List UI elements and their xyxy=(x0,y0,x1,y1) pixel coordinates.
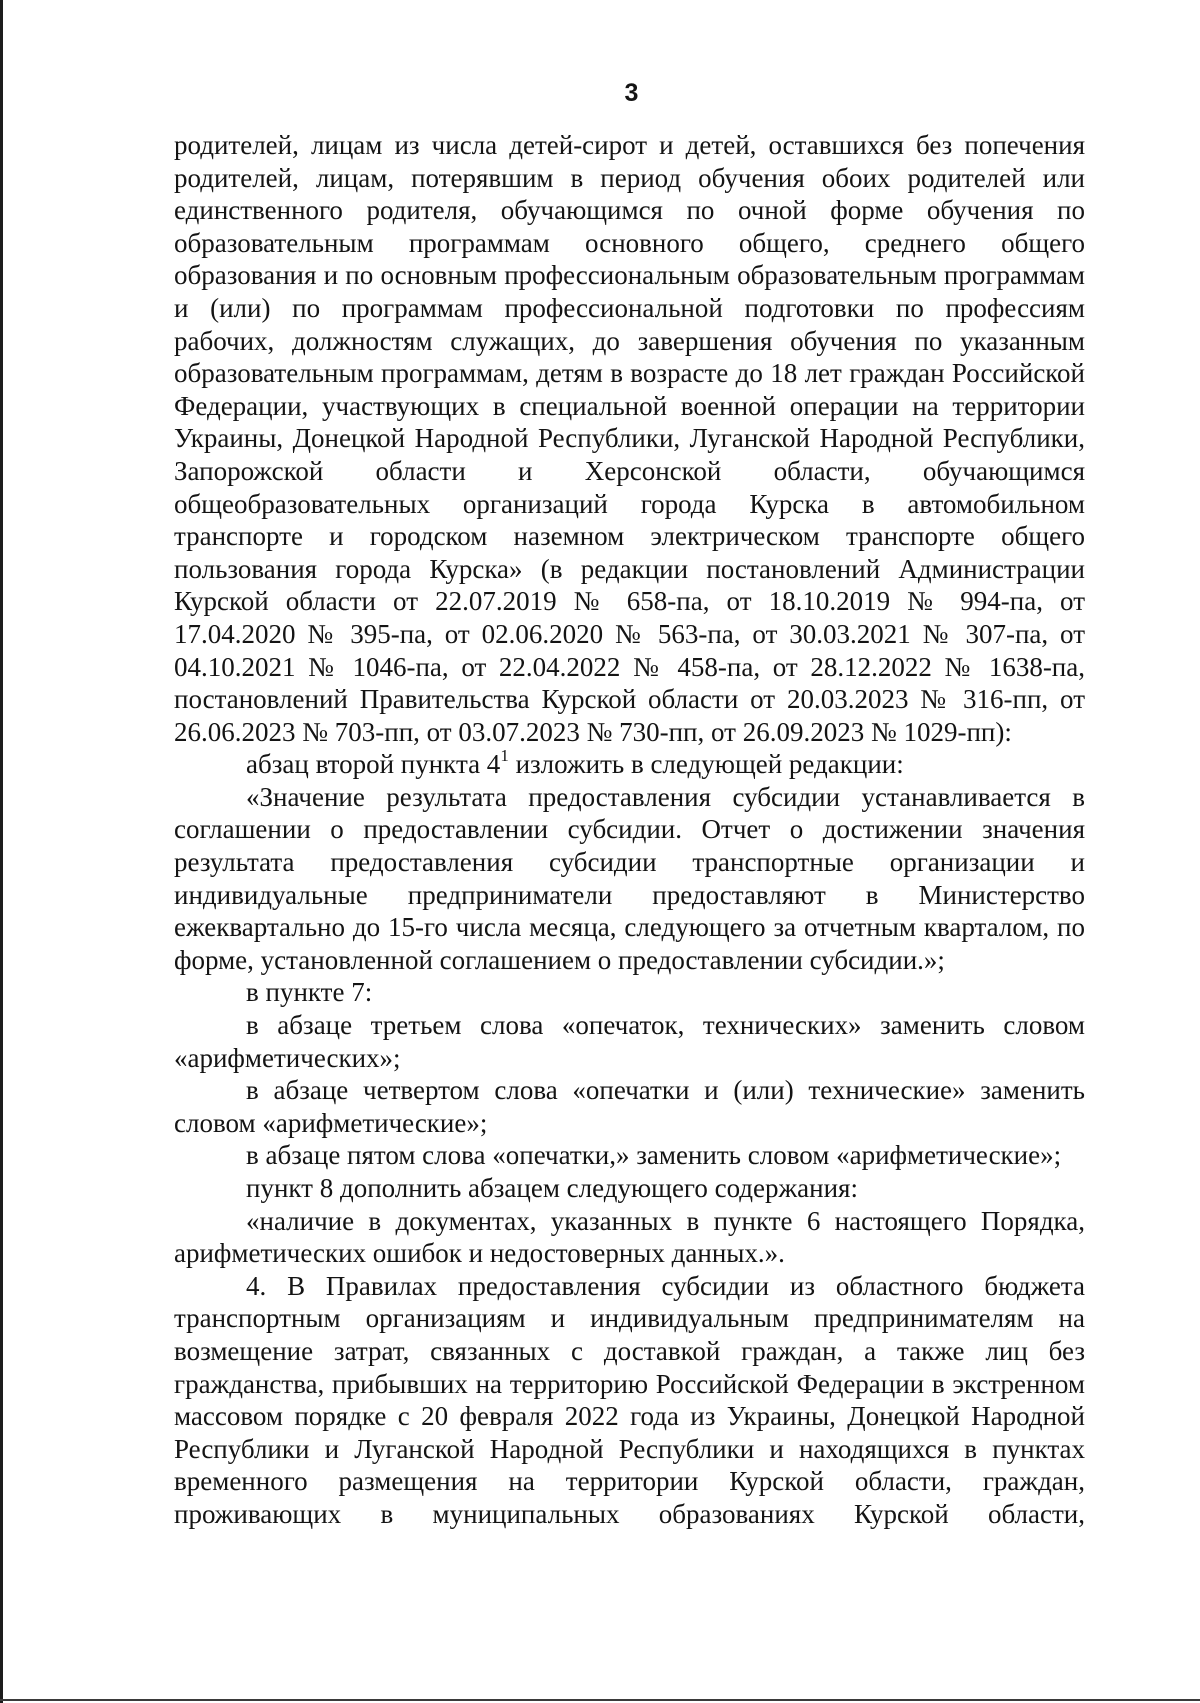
document-body xyxy=(174,129,1085,1531)
paragraph-abzac-fifth: в абзаце пятом слова «опечатки,» заменить словом «арифметические»; xyxy=(246,1140,1062,1171)
paragraph-continuation: родителей, лицам из числа детей-сирот и детей, оставшихся без попечения родителей, лицам, потерявшим в период обучения обоих родителей или единственного родителя, обучающимся по очной форме обучения по образовательным программам основного общего, среднего общего образования и по основным профессиональным образовательным программам и (или) по программам профессиональной подготовки по профессиям рабочих, должностям служащих, до завершения обучения по указанным образовательным программам, детям в возрасте до 18 лет граждан Российской Федерации, участвующих в специальной военной операции на территории Украины, Донецкой Народной Республики, Луганской Народной Республики, Запорожской области и Херсонской области, обучающимся общеобразовательных организаций города Курска в автомобильном транспорте и городском наземном электрическом транспорте общего пользования города Курска» (в редакции постановлений Администрации Курской области от 22.07.2019 № 658-па, от 18.10.2019 № 994-па, от 17.04.2020 № 395-па, от 02.06.2020 № 563-па, от 30.03.2021 № 307-па, от 04.10.2021 № 1046-па, от 22.04.2022 № 458-па, от 28.12.2022 № 1638-па, постановлений Правительства Курской области от 20.03.2023 № 316-пп, от 26.06.2023 № 703-пп, от 03.07.2023 № 730-пп, от 26.09.2023 № 1029-пп): xyxy=(174,130,1085,747)
paragraph-abzac-instruction xyxy=(174,748,1085,781)
paragraph-quote-result: «Значение результата предоставления субсидии устанавливается в соглашении о предоставлении субсидии. Отчет о достижении значения результата предоставления субсидии транспортные организации и индивидуальные предприниматели предоставляют в Министерство ежеквартально до 15-го числа месяца, следующего за отчетным кварталом, по форме, установленной соглашением о предоставлении субсидии.»; xyxy=(174,781,1085,975)
paragraph-punkt-8: пункт 8 дополнить абзацем следующего содержания: xyxy=(246,1173,858,1203)
paragraph-punkt-7: в пункте 7: xyxy=(246,977,373,1008)
abzac-superscript: 1 xyxy=(500,746,509,766)
scan-bottom-edge xyxy=(0,1699,1200,1701)
paragraph-abzac-fourth: в абзаце четвертом слова «опечатки и (или) технические» заменить словом «арифметические»; xyxy=(174,1075,1085,1138)
abzac-text-after: изложить в следующей редакции: xyxy=(508,749,904,780)
paragraph-item-4: 4. В Правилах предоставления субсидии из областного бюджета транспортным организациям и индивидуальным предпринимателям на возмещение затрат, связанных с доставкой граждан, а также лиц без гражданства, прибывших на территорию Российской Федерации в экстренном массовом порядке с 20 февраля 2022 года из Украины, Донецкой Народной Республики и Луганской Народной Республики и находящихся в пунктах временного размещения на территории Курской области, граждан, проживающих в муниципальных образованиях Курской области, xyxy=(174,1270,1085,1529)
abzac-text-before: абзац второй пункта 4 xyxy=(246,749,501,780)
scan-left-edge xyxy=(0,0,3,1703)
paragraph-abzac-third: в абзаце третьем слова «опечаток, технических» заменить словом «арифметических»; xyxy=(174,1010,1085,1073)
paragraph-quote-errors: «наличие в документах, указанных в пункте 6 настоящего Порядка, арифметических ошибок и недостоверных данных.». xyxy=(174,1205,1085,1269)
page-number: 3 xyxy=(624,79,639,107)
